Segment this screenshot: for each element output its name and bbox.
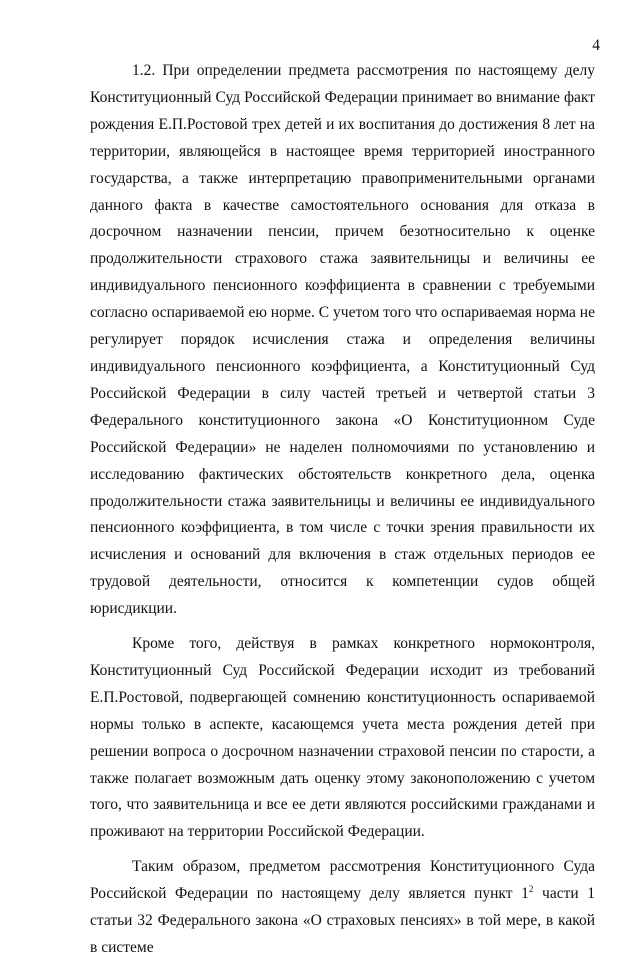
page-number: 4 xyxy=(592,37,600,54)
superscript-marker: 2 xyxy=(528,884,534,895)
paragraph-subject-of-review xyxy=(90,854,595,962)
paragraph-text-end: части 1 статьи 32 Федерального закона «О страховых пенсиях» в той мере, в какой в системе xyxy=(90,885,596,956)
paragraph-1-2: 1.2. При определении предмета рассмотрения по настоящему делу Конституционный Суд Российской Федерации принимает во внимание факт рождения Е.П.Ростовой трех детей и их воспитания до достижения 8 лет на территории, являющейся в настоящее время территорией иностранного государства, а также интерпретацию правоприменительными органами данного факта в качестве самостоятельного основания для отказа в досрочном назначении пенсии, причем безотносительно к оценке продолжительности страхового стажа заявительницы и величины ее индивидуального пенсионного коэффициента в сравнении с требуемыми согласно оспариваемой ею норме. С учетом того что оспариваемая норма не регулирует порядок исчисления стажа и определения величины индивидуального пенсионного коэффициента, а Конституционный Суд Российской Федерации в силу частей третьей и четвертой статьи 3 Федерального конституционного закона «О Конституционном Суде Российской Федерации» не наделен полномочиями по установлению и исследованию фактических обстоятельств конкретного дела, оценка продолжительности стажа заявительницы и величины ее индивидуального пенсионного коэффициента, в том числе с точки зрения правильности их исчисления и оснований для включения в стаж отдельных периодов ее трудовой деятельности, относится к компетенции судов общей юрисдикции. xyxy=(90,62,595,618)
paragraph-text-start: Таким образом, предметом рассмотрения Конституционного Суда Российской Федерации по настоящему делу является пункт 1 xyxy=(90,858,595,903)
paragraph-concrete-review: Кроме того, действуя в рамках конкретного нормоконтроля, Конституционный Суд Российской Федерации исходит из требований Е.П.Ростовой, подвергающей сомнению конституционность оспариваемой нормы только в аспекте, касающемся учета места рождения детей при решении вопроса о досрочном назначении страховой пенсии по старости, а также полагает возможным дать оценку этому законоположению с учетом того, что заявительница и все ее дети являются российскими гражданами и проживают на территории Российской Федерации. xyxy=(90,635,595,841)
document-body xyxy=(90,58,595,962)
